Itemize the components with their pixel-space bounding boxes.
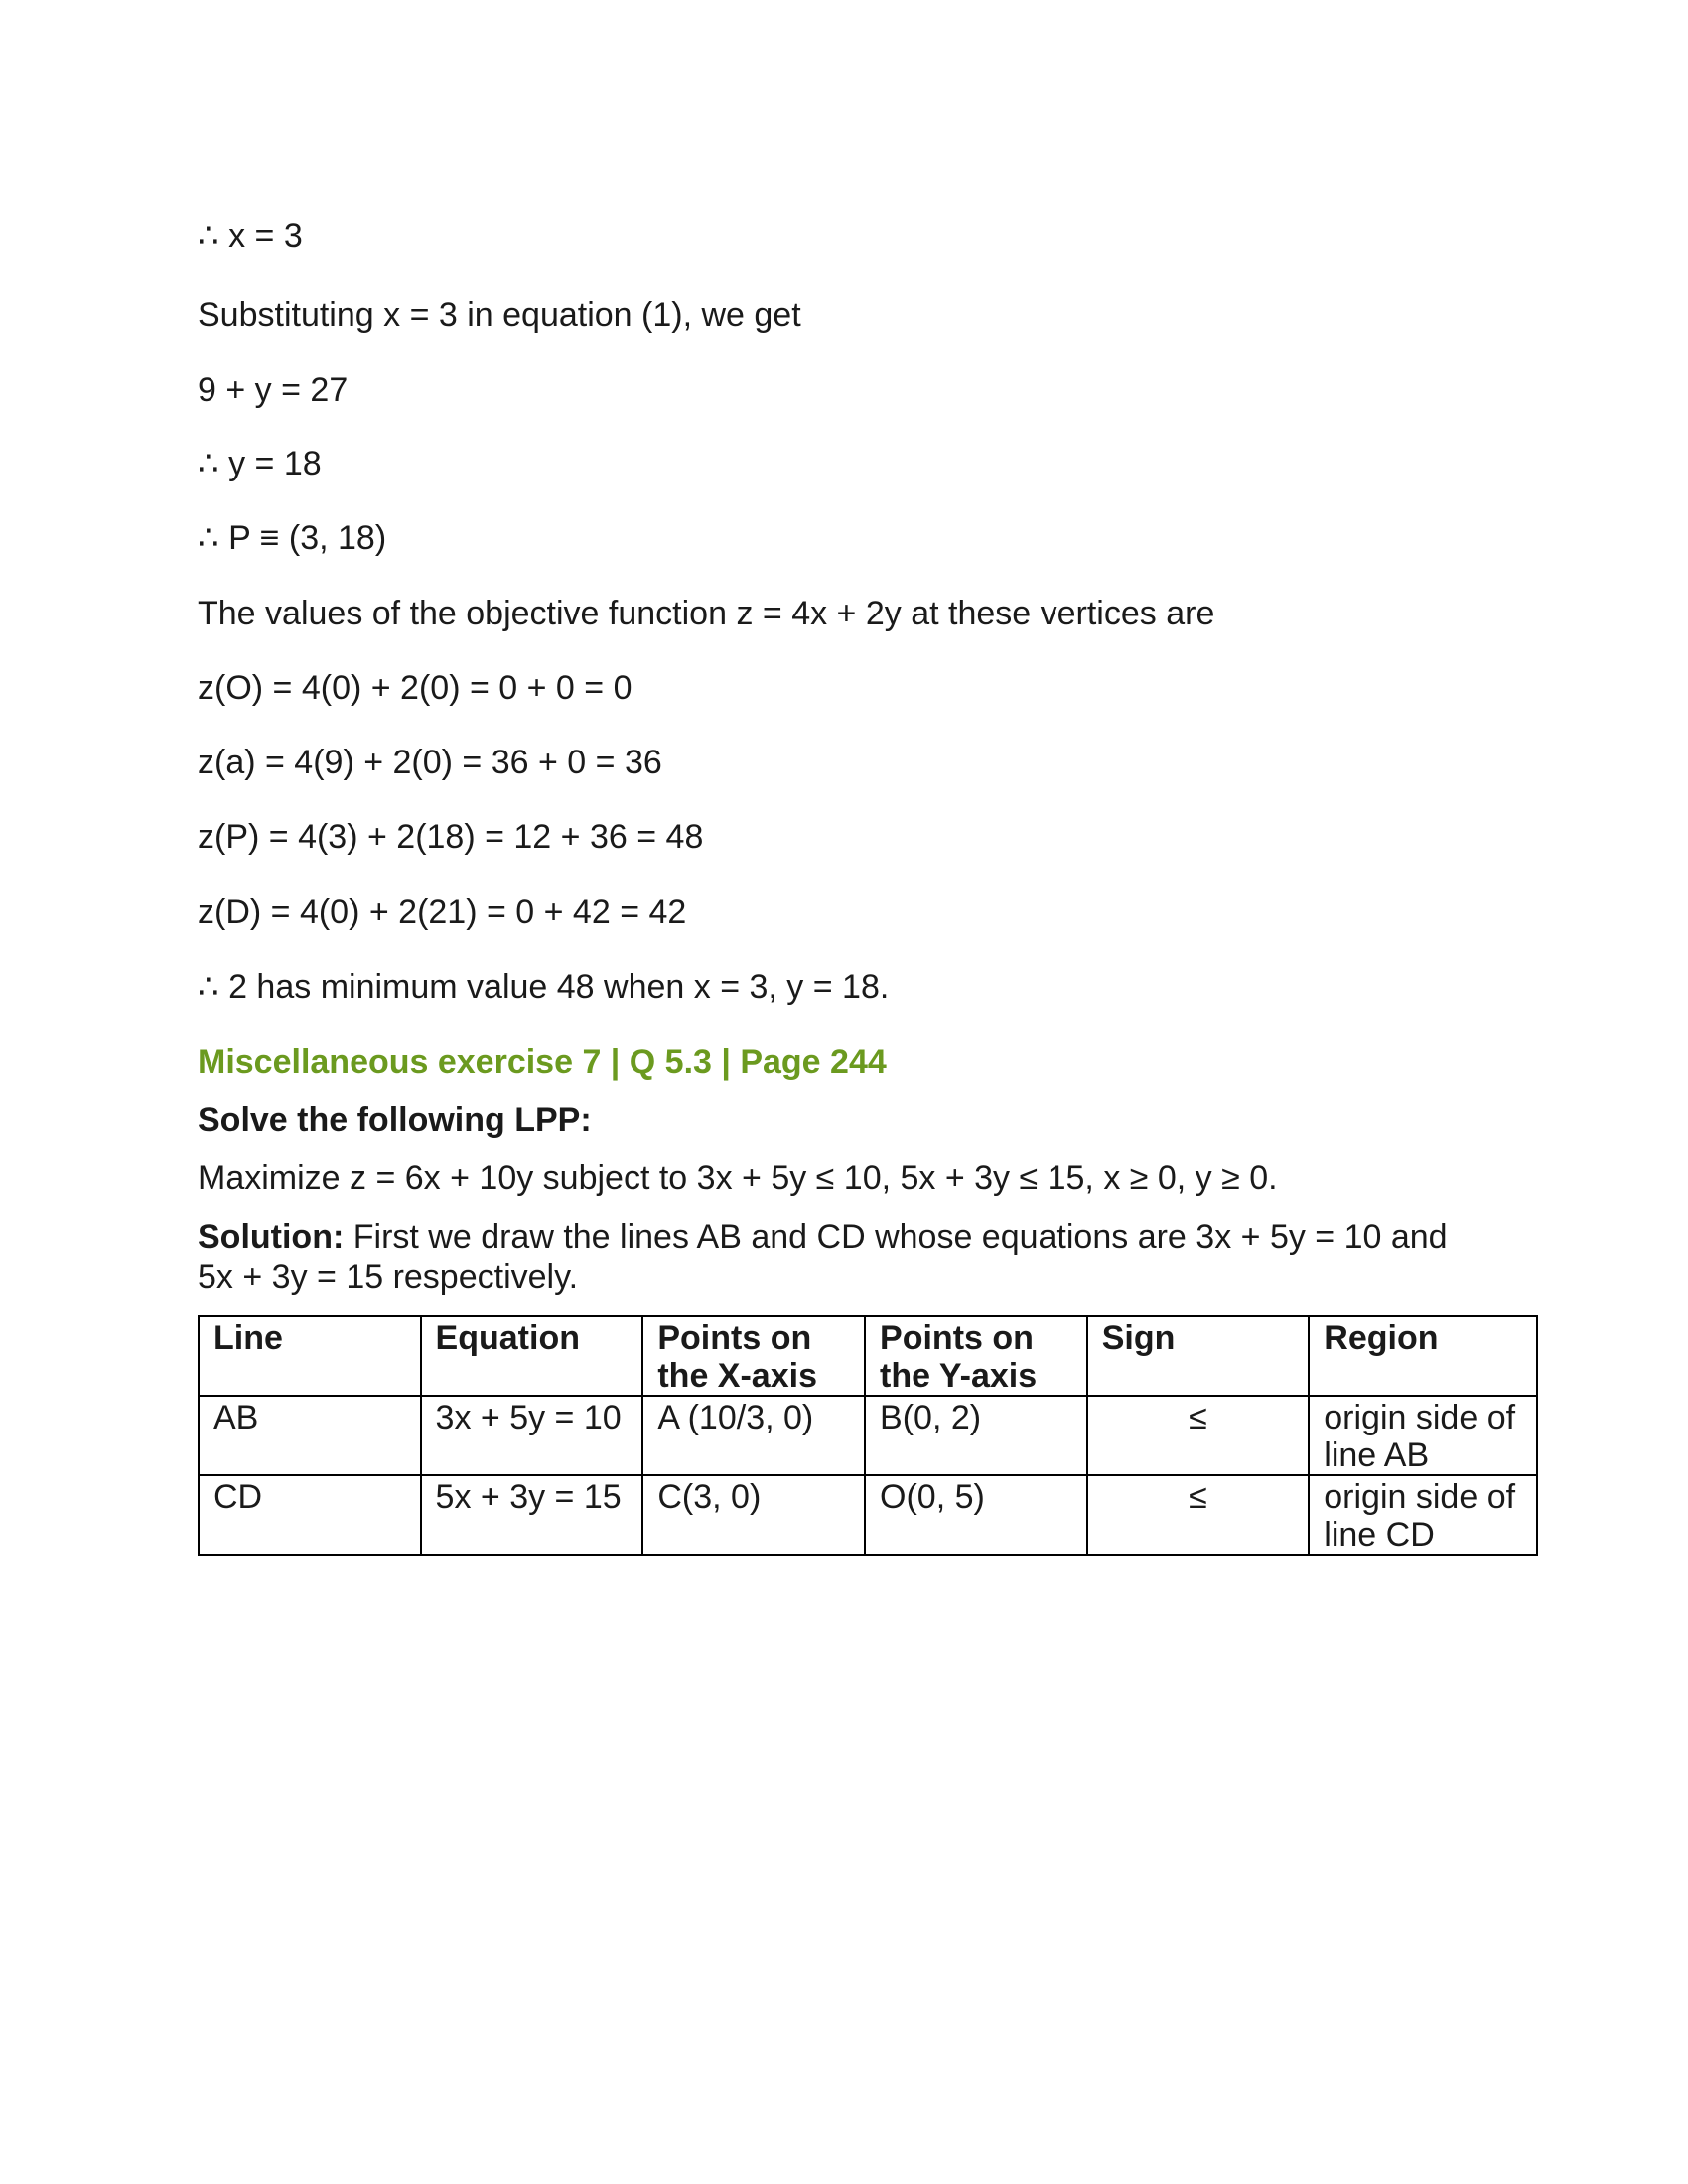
step-line: z(P) = 4(3) + 2(18) = 12 + 36 = 48 (198, 818, 704, 856)
exercise-heading-link[interactable]: Miscellaneous exercise 7 | Q 5.3 | Page 244 (198, 1043, 887, 1081)
conclusion-line: ∴ 2 has minimum value 48 when x = 3, y = 18. (198, 968, 890, 1006)
question-title: Solve the following LPP: (198, 1101, 592, 1139)
cell-region: origin side of line AB (1309, 1396, 1537, 1475)
header-sign: Sign (1087, 1316, 1310, 1396)
cell-x-point: A (10/3, 0) (642, 1396, 865, 1475)
step-line: Substituting x = 3 in equation (1), we get (198, 296, 801, 334)
cell-y-point: O(0, 5) (865, 1475, 1087, 1555)
step-line: ∴ P ≡ (3, 18) (198, 519, 387, 557)
cell-sign: ≤ (1087, 1396, 1310, 1475)
cell-sign: ≤ (1087, 1475, 1310, 1555)
table-row (199, 1475, 1537, 1555)
cell-region: origin side of line CD (1309, 1475, 1537, 1555)
header-equation: Equation (421, 1316, 643, 1396)
table-row (199, 1396, 1537, 1475)
step-line: ∴ x = 3 (198, 217, 303, 255)
step-line: z(a) = 4(9) + 2(0) = 36 + 0 = 36 (198, 744, 662, 781)
step-line: z(D) = 4(0) + 2(21) = 0 + 42 = 42 (198, 893, 687, 931)
header-x-axis-points: Points on the X-axis (642, 1316, 865, 1396)
step-line: 9 + y = 27 (198, 371, 349, 409)
cell-line: AB (199, 1396, 421, 1475)
cell-line: CD (199, 1475, 421, 1555)
header-region: Region (1309, 1316, 1537, 1396)
question-text: Maximize z = 6x + 10y subject to 3x + 5y ≤ 10, 5x + 3y ≤ 15, x ≥ 0, y ≥ 0. (198, 1160, 1278, 1197)
cell-equation: 5x + 3y = 15 (421, 1475, 643, 1555)
step-line: The values of the objective function z = 4x + 2y at these vertices are (198, 595, 1215, 632)
cell-x-point: C(3, 0) (642, 1475, 865, 1555)
cell-equation: 3x + 5y = 10 (421, 1396, 643, 1475)
step-line: ∴ y = 18 (198, 445, 322, 482)
solution-paragraph (198, 1217, 1488, 1297)
lpp-table (198, 1315, 1538, 1556)
solution-label: Solution: (198, 1218, 345, 1256)
step-line: z(O) = 4(0) + 2(0) = 0 + 0 = 0 (198, 669, 633, 707)
header-y-axis-points: Points on the Y-axis (865, 1316, 1087, 1396)
header-line: Line (199, 1316, 421, 1396)
cell-y-point: B(0, 2) (865, 1396, 1087, 1475)
table-header-row (199, 1316, 1537, 1396)
solution-text: First we draw the lines AB and CD whose equations are 3x + 5y = 10 and 5x + 3y = 15 respectively. (198, 1218, 1448, 1296)
